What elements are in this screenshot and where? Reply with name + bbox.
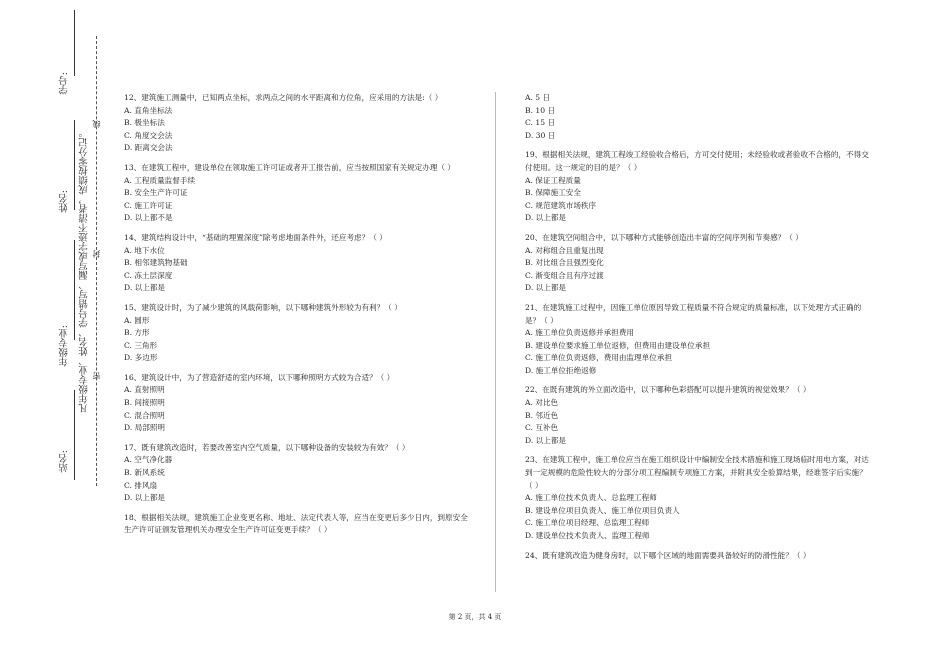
- option-d: D. 建设单位技术负责人、监理工程师: [525, 531, 650, 540]
- question-stem: 20、在建筑空间组合中，以下哪种方式能够创造出丰富的空间序列和节奏感？（ ）: [525, 232, 803, 242]
- option-d: D. 距离交会法: [124, 143, 173, 153]
- option-d: D. 以上都是: [525, 283, 567, 293]
- option-c: C. 规范建筑市场秩序: [525, 200, 597, 210]
- option-b: B. 极坐标法: [124, 118, 165, 128]
- question-18-options: [525, 92, 870, 142]
- option-a: A. 直角坐标法: [124, 105, 173, 115]
- question-stem: 15、建筑设计时，为了减少建筑的风载荷影响，以下哪种建筑外形较为有利？（ ）: [124, 302, 402, 312]
- left-column: [124, 92, 472, 544]
- option-c: C. 施工许可证: [124, 200, 173, 210]
- option-d: D. 30 日: [525, 130, 556, 140]
- option-a: A. 对称组合且重复出现: [525, 245, 604, 255]
- option-c: C. 互补色: [525, 423, 559, 433]
- option-d: D. 以上都是: [124, 493, 166, 503]
- question-12: [124, 92, 472, 155]
- option-b: B. 对比组合且强烈变化: [525, 258, 604, 268]
- notice-text: 凡年级专业、姓名、学号错写、漏写或字迹不清者，成绩按零分记。: [79, 128, 90, 413]
- option-c: C. 排风扇: [124, 480, 158, 490]
- option-a: A. 直射照明: [124, 385, 165, 395]
- option-a: A. 地下水位: [124, 245, 165, 255]
- question-stem: 19、根据相关法规，建筑工程竣工经验收合格后，方可交付使用；未经验收或者验收不合格的，不得交付使用。这一规定的目的是？（ ）: [525, 150, 869, 172]
- question-16: [124, 372, 472, 435]
- option-d: D. 以上都是: [124, 283, 166, 293]
- question-18: [124, 512, 472, 537]
- option-d: D. 施工单位拒绝返修: [525, 365, 597, 375]
- option-c: C. 渐变组合且有序过渡: [525, 270, 604, 280]
- option-c: C. 施工单位负责返修，费用由监理单位承担: [525, 353, 673, 363]
- question-stem: 23、在建筑工程中，施工单位应当在施工组织设计中编制安全技术措施和施工现场临时用电方案，对达到一定规模的危险性较大的分部分项工程编制专项施工方案，并附具安全验算结果，经谁签字后实施？（ ）: [525, 455, 869, 490]
- question-stem: 24、既有建筑改造为健身房时，以下哪个区域的地面需要具备较好的防滑性能？（ ）: [525, 550, 811, 560]
- option-b: B. 间接照明: [124, 398, 165, 408]
- option-c: C. 三角形: [124, 340, 158, 350]
- option-a: A. 施工单位负责返修并承担费用: [525, 328, 635, 338]
- cut-mark: 线: [92, 120, 101, 128]
- option-b: B. 新风系统: [124, 468, 165, 478]
- option-d: D. 多边形: [124, 353, 158, 363]
- option-a: A. 保证工程质量: [525, 175, 581, 185]
- mi-mark: 密: [92, 372, 101, 380]
- question-21: [525, 302, 870, 378]
- option-b: B. 方形: [124, 328, 150, 338]
- option-a: A. 工程质量监督手续: [124, 175, 196, 185]
- option-a: A. 圆形: [124, 315, 150, 325]
- binding-margin: [0, 0, 115, 672]
- question-24: [525, 550, 870, 563]
- option-a: A. 对比色: [525, 398, 559, 408]
- option-c: C. 15 日: [525, 118, 556, 128]
- column-divider: [495, 92, 496, 592]
- question-22: [525, 384, 870, 447]
- question-stem: 17、既有建筑改造时，若要改善室内空气质量，以下哪种设备的安装较为有效？（ ）: [124, 442, 410, 452]
- option-c: C. 角度交会法: [124, 130, 173, 140]
- question-14: [124, 232, 472, 295]
- option-b: B. 保障施工安全: [525, 188, 581, 198]
- question-stem: 12、建筑施工测量中，已知两点坐标，求两点之间的水平距离和方位角，应采用的方法是:（ ）: [124, 93, 443, 102]
- option-b: B. 建设单位要求施工单位返修，但费用由建设单位承担: [525, 340, 711, 350]
- right-column: [525, 92, 870, 569]
- option-b: B. 建设单位项目负责人、施工单位项目负责人: [525, 505, 680, 515]
- student-id-line: [74, 10, 75, 76]
- grade-label: 年级专业:: [59, 325, 70, 367]
- question-stem: 21、在建筑施工过程中，因施工单位原因导致工程质量不符合规定的质量标准，以下处理方式正确的是？（ ）: [525, 302, 862, 325]
- student-id-label: 学号:: [59, 72, 70, 95]
- question-stem: 22、在既有建筑的外立面改造中，以下哪种色彩搭配可以提升建筑的视觉效果？（ ）: [525, 385, 811, 395]
- question-stem: 18、根据相关法规，建筑施工企业变更名称、地址、法定代表人等，应当在变更后多少日内，到原安全生产许可证颁发管理机关办理安全生产许可证变更手续？（ ）: [124, 512, 468, 535]
- option-c: C. 混合照明: [124, 410, 165, 420]
- option-c: C. 施工单位项目经理、总监理工程师: [525, 518, 650, 528]
- option-b: B. 邻近色: [525, 410, 559, 420]
- option-b: B. 相邻建筑物基础: [124, 258, 188, 268]
- option-a: A. 5 日: [525, 93, 551, 102]
- option-a: A. 空气净化器: [124, 455, 173, 465]
- question-23: [525, 454, 870, 542]
- cut-line: [96, 36, 97, 486]
- question-17: [124, 442, 472, 505]
- page-footer: 第 2 页，共 4 页: [448, 613, 502, 621]
- question-19: [525, 149, 870, 225]
- question-stem: 13、在建筑工程中，建设单位在领取施工许可证或者开工报告前，应当按照国家有关规定办理（ ）: [124, 162, 456, 172]
- seal-mark: 封: [92, 250, 101, 258]
- site-line: [74, 390, 75, 480]
- option-d: D. 以上都不是: [124, 213, 173, 223]
- question-20: [525, 232, 870, 295]
- grade-line: [74, 240, 75, 340]
- option-d: D. 以上都是: [525, 435, 567, 445]
- name-label: 姓名:: [59, 190, 70, 213]
- question-stem: 14、建筑结构设计中，“基础的埋置深度”除考虑地面条件外，还应考虑？（ ）: [124, 232, 387, 242]
- option-b: B. 安全生产许可证: [124, 188, 188, 198]
- option-d: D. 局部照明: [124, 423, 166, 433]
- question-stem: 16、建筑设计中，为了营造舒适的室内环境，以下哪种照明方式较为合适？（ ）: [124, 372, 395, 382]
- name-line: [74, 120, 75, 210]
- option-a: A. 施工单位技术负责人、总监理工程师: [525, 493, 657, 503]
- option-b: B. 10 日: [525, 105, 556, 115]
- site-label: 站名:: [59, 450, 70, 473]
- question-13: [124, 162, 472, 225]
- option-d: D. 以上都是: [525, 213, 567, 223]
- question-15: [124, 302, 472, 365]
- option-c: C. 冻土层深度: [124, 270, 173, 280]
